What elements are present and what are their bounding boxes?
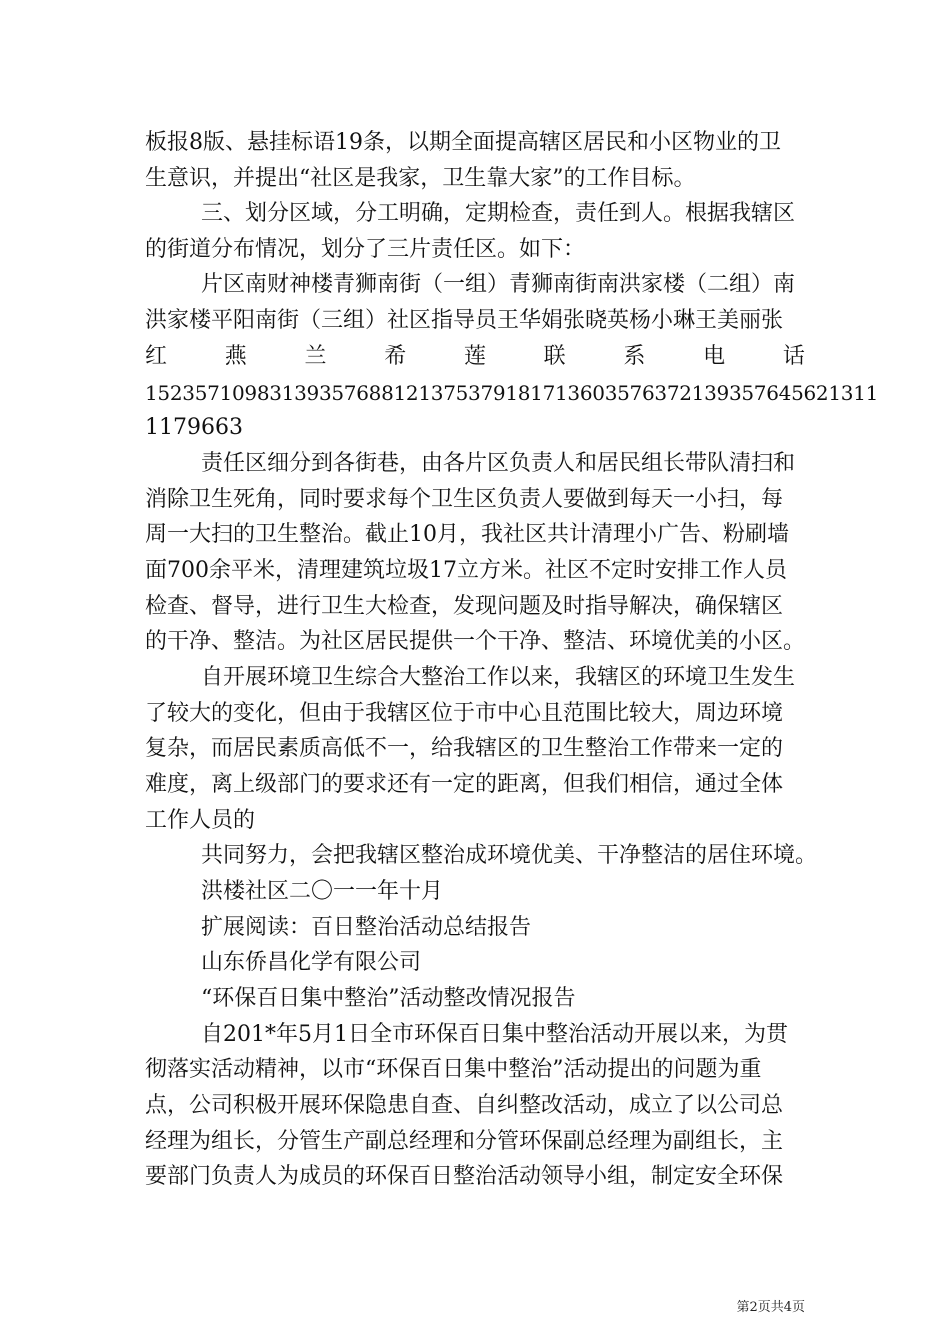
text-line: 三、划分区域，分工明确，定期检查，责任到人。根据我辖区: [201, 201, 796, 226]
spread-char: 联: [543, 344, 566, 369]
spread-text-line: [145, 342, 805, 372]
text-line: 了较大的变化，但由于我辖区位于市中心且范围比较大，周边环境: [145, 701, 784, 726]
spread-char: 燕: [224, 344, 247, 369]
text-line: 山东侨昌化学有限公司: [201, 950, 422, 975]
text-line: “环保百日集中整治”活动整改情况报告: [201, 986, 576, 1011]
text-line: 共同努力，会把我辖区整治成环境优美、干净整洁的居住环境。: [201, 843, 818, 868]
text-line: 彻落实活动精神，以市“环保百日集中整治”活动提出的问题为重: [145, 1057, 762, 1082]
spread-char: 电: [703, 344, 726, 369]
text-line: 的街道分布情况，划分了三片责任区。如下：: [145, 237, 586, 262]
spread-char: 莲: [463, 344, 486, 369]
text-line: 自201*年5月1日全市环保百日集中整治活动开展以来，为贯: [201, 1022, 788, 1047]
text-line: 复杂，而居民素质高低不一，给我辖区的卫生整治工作带来一定的: [145, 736, 784, 761]
text-line: 1179663: [145, 415, 243, 440]
text-line: 要部门负责人为成员的环保百日整治活动领导小组，制定安全环保: [145, 1164, 784, 1189]
spread-char: 红: [145, 344, 168, 369]
text-line: 点，公司积极开展环保隐患自查、自纠整改活动，成立了以公司总: [145, 1093, 784, 1118]
phone-numbers-line: 1523571098313935768812137537918171360357637213935764562131​1: [145, 381, 879, 405]
text-line: 洪家楼平阳南街（三组）社区指导员王华娟张晓英杨小琳王美丽张: [145, 308, 784, 333]
text-line: 消除卫生死角，同时要求每个卫生区负责人要做到每天一小扫，每: [145, 487, 784, 512]
text-line: 自开展环境卫生综合大整治工作以来，我辖区的环境卫生发生: [201, 665, 796, 690]
spread-char: 话: [782, 344, 805, 369]
text-line: 板报8版、悬挂标语19条，以期全面提高辖区居民和小区物业的卫: [145, 130, 781, 155]
text-line: 检查、督导，进行卫生大检查，发现问题及时指导解决，确保辖区: [145, 594, 784, 619]
text-line: 扩展阅读：百日整治活动总结报告: [201, 915, 532, 940]
spread-char: 系: [623, 344, 646, 369]
text-line: 周一大扫的卫生整治。截止10月，我社区共计清理小广告、粉刷墙: [145, 522, 789, 547]
spread-char: 希: [384, 344, 407, 369]
text-line: 生意识，并提出“社区是我家，卫生靠大家”的工作目标。: [145, 166, 696, 191]
text-line: 责任区细分到各街巷，由各片区负责人和居民组长带队清扫和: [201, 451, 796, 476]
text-line: 难度，离上级部门的要求还有一定的距离，但我们相信，通过全体: [145, 772, 784, 797]
text-line: 洪楼社区二〇一一年十月: [201, 879, 444, 904]
text-line: 片区南财神楼青狮南街（一组）青狮南街南洪家楼（二组）南: [201, 272, 796, 297]
text-line: 经理为组长，分管生产副总经理和分管环保副总经理为副组长，主: [145, 1129, 784, 1154]
text-line: 面700余平米，清理建筑垃圾17立方米。社区不定时安排工作人员: [145, 558, 787, 583]
text-line: 的干净、整洁。为社区居民提供一个干净、整洁、环境优美的小区。: [145, 629, 806, 654]
spread-char: 兰: [304, 344, 327, 369]
text-line: 工作人员的: [145, 808, 256, 833]
page-number-footer: 第2页共4页: [736, 1300, 805, 1315]
